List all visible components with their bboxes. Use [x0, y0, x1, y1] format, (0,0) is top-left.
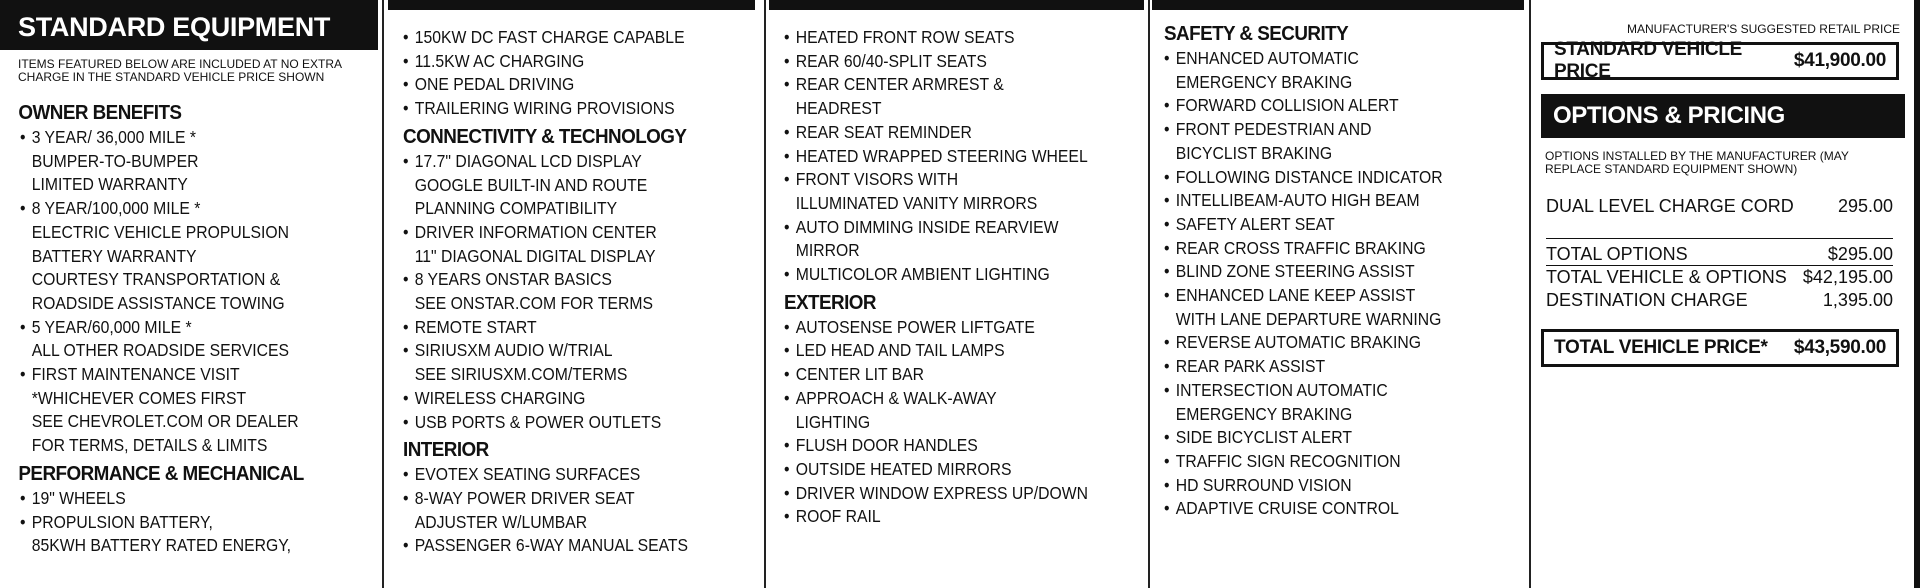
equipment-item: [1164, 213, 1488, 237]
equipment-item: [1164, 379, 1488, 426]
interior-list-continued: [784, 26, 1110, 287]
bullet-icon: •: [1164, 261, 1170, 282]
equipment-item-line: SIDE BICYCLIST ALERT: [1175, 427, 1352, 448]
bullet-icon: •: [403, 464, 409, 485]
equipment-item: [1164, 331, 1488, 355]
performance-list: [20, 487, 342, 558]
equipment-item: [403, 316, 723, 340]
equipment-item: [1164, 94, 1488, 118]
equipment-item-line: EMERGENCY BRAKING: [1175, 403, 1353, 424]
equipment-item-line: TRAILERING WIRING PROVISIONS: [414, 98, 675, 119]
standard-equipment-column: [0, 0, 378, 588]
equipment-item-line: REAR SEAT REMINDER: [795, 121, 972, 142]
bullet-icon: •: [1164, 427, 1170, 448]
bullet-icon: •: [784, 264, 790, 285]
equipment-item-line: MULTICOLOR AMBIENT LIGHTING: [795, 264, 1050, 285]
bullet-icon: •: [784, 458, 790, 479]
bullet-icon: •: [1164, 213, 1170, 234]
column-divider: [382, 0, 384, 588]
equipment-item-line: 11.5KW AC CHARGING: [414, 50, 585, 71]
equipment-item-line: REAR CENTER ARMREST &: [795, 74, 1004, 95]
standard-vehicle-price-value: $41,900.00: [1793, 50, 1886, 71]
option-row: [1546, 196, 1893, 217]
total-vehicle-price-value: $43,590.00: [1793, 337, 1886, 358]
equipment-item: [1164, 237, 1488, 261]
equipment-item: [20, 363, 342, 458]
equipment-item-line: HEADREST: [795, 98, 882, 119]
equipment-item-line: LIMITED WARRANTY: [31, 174, 188, 195]
equipment-item-line: PASSENGER 6-WAY MANUAL SEATS: [414, 535, 689, 556]
equipment-item: [784, 458, 1110, 482]
equipment-item: [403, 97, 723, 121]
equipment-item-line: 17.7" DIAGONAL LCD DISPLAY: [414, 150, 642, 171]
equipment-item: [784, 216, 1110, 263]
equipment-item-line: 19" WHEELS: [31, 487, 126, 508]
equipment-item-line: ROOF RAIL: [795, 506, 881, 527]
equipment-item-line: HEATED FRONT ROW SEATS: [795, 27, 1015, 47]
equipment-item: [784, 434, 1110, 458]
equipment-item-line: MIRROR: [795, 240, 860, 261]
bullet-icon: •: [1164, 166, 1170, 187]
equipment-item-line: ELECTRIC VEHICLE PROPULSION: [31, 221, 290, 242]
equipment-item: [1164, 118, 1488, 165]
equipment-item-line: FOLLOWING DISTANCE INDICATOR: [1175, 166, 1443, 187]
bullet-icon: •: [403, 150, 409, 171]
bullet-icon: •: [20, 364, 26, 385]
equipment-item-line: FRONT PEDESTRIAN AND: [1175, 119, 1372, 140]
bullet-icon: •: [403, 74, 409, 95]
msrp-caption: MANUFACTURER'S SUGGESTED RETAIL PRICE: [1627, 22, 1900, 36]
option-value: 295.00: [1837, 196, 1893, 216]
equipment-item-line: EVOTEX SEATING SURFACES: [414, 464, 641, 485]
equipment-item: [20, 511, 342, 558]
equipment-item-line: BUMPER-TO-BUMPER: [31, 150, 199, 171]
equipment-item-line: AUTO DIMMING INSIDE REARVIEW: [795, 216, 1059, 237]
equipment-item-line: DRIVER WINDOW EXPRESS UP/DOWN: [795, 482, 1088, 503]
equipment-item-line: 85KWH BATTERY RATED ENERGY,: [31, 535, 292, 556]
connectivity-list: [403, 150, 723, 434]
equipment-item-line: ALL OTHER ROADSIDE SERVICES: [31, 340, 290, 361]
equipment-item: [784, 339, 1110, 363]
equipment-item-line: LIGHTING: [795, 411, 871, 432]
bullet-icon: •: [403, 221, 409, 242]
equipment-item-line: 5 YEAR/60,000 MILE *: [31, 316, 192, 337]
total-vehicle-options-row: [1546, 267, 1893, 288]
equipment-item-line: BICYCLIST BRAKING: [1175, 142, 1333, 163]
owner-benefits-heading: OWNER BENEFITS: [18, 101, 182, 124]
total-vehicle-price-box: [1541, 329, 1899, 367]
equipment-item-line: SIRIUSXM AUDIO W/TRIAL: [414, 340, 613, 361]
safety-list: [1164, 47, 1488, 521]
bullet-icon: •: [1164, 450, 1170, 471]
page-edge-rule: [1914, 0, 1920, 588]
bullet-icon: •: [403, 316, 409, 337]
equipment-item-line: PROPULSION BATTERY,: [31, 511, 213, 532]
equipment-item: [784, 363, 1110, 387]
bullet-icon: •: [1164, 474, 1170, 495]
equipment-item-line: ENHANCED LANE KEEP ASSIST: [1175, 285, 1416, 306]
safety-heading: SAFETY & SECURITY: [1164, 22, 1349, 45]
bullet-icon: •: [784, 482, 790, 503]
bullet-icon: •: [403, 27, 409, 47]
equipment-item-line: FOR TERMS, DETAILS & LIMITS: [31, 435, 268, 456]
total-vehicle-price-label: TOTAL VEHICLE PRICE*: [1554, 337, 1768, 358]
equipment-item-line: *WHICHEVER COMES FIRST: [31, 387, 247, 408]
equipment-item-line: INTERSECTION AUTOMATIC: [1175, 379, 1388, 400]
equipment-item: [20, 487, 342, 511]
bullet-icon: •: [784, 387, 790, 408]
bullet-icon: •: [784, 145, 790, 166]
destination-charge-value: 1,395.00: [1822, 290, 1893, 310]
bullet-icon: •: [20, 487, 26, 508]
destination-charge-label: DESTINATION CHARGE: [1546, 290, 1748, 310]
bullet-icon: •: [20, 511, 26, 532]
bullet-icon: •: [784, 506, 790, 527]
equipment-item-line: HEATED WRAPPED STEERING WHEEL: [795, 145, 1088, 166]
equipment-item: [403, 150, 723, 221]
interior-heading: INTERIOR: [403, 438, 489, 462]
bullet-icon: •: [784, 340, 790, 361]
equipment-item: [403, 26, 723, 50]
standard-equipment-banner: STANDARD EQUIPMENT: [0, 0, 378, 50]
pricing-column: [1533, 0, 1920, 588]
equipment-item: [784, 263, 1110, 287]
bullet-icon: •: [403, 411, 409, 432]
equipment-item-line: USB PORTS & POWER OUTLETS: [414, 411, 662, 432]
equipment-item-line: ONE PEDAL DRIVING: [414, 74, 575, 95]
equipment-item: [784, 121, 1110, 145]
equipment-item-line: REAR PARK ASSIST: [1175, 356, 1326, 377]
equipment-item: [20, 197, 342, 316]
equipment-item-line: LED HEAD AND TAIL LAMPS: [795, 340, 1005, 361]
bullet-icon: •: [403, 98, 409, 119]
connectivity-heading: CONNECTIVITY & TECHNOLOGY: [403, 124, 687, 148]
equipment-column-2: [388, 0, 758, 588]
equipment-item: [1164, 166, 1488, 190]
equipment-item: [784, 26, 1110, 50]
equipment-item-line: 150KW DC FAST CHARGE CAPABLE: [414, 27, 685, 47]
bullet-icon: •: [784, 50, 790, 71]
bullet-icon: •: [1164, 498, 1170, 519]
equipment-item: [784, 73, 1110, 120]
equipment-item-line: 8 YEARS ONSTAR BASICS: [414, 269, 612, 290]
equipment-item: [784, 505, 1110, 529]
total-options-value: $295.00: [1827, 244, 1893, 264]
equipment-item-line: ENHANCED AUTOMATIC: [1175, 48, 1359, 68]
equipment-item: [784, 387, 1110, 434]
bullet-icon: •: [784, 364, 790, 385]
equipment-item-line: REMOTE START: [414, 316, 537, 337]
equipment-item: [403, 387, 723, 411]
total-options-label: TOTAL OPTIONS: [1546, 244, 1688, 264]
equipment-item: [1164, 47, 1488, 94]
total-vehicle-options-value: $42,195.00: [1802, 267, 1893, 287]
bullet-icon: •: [1164, 119, 1170, 140]
bullet-icon: •: [1164, 48, 1170, 68]
equipment-item-line: INTELLIBEAM-AUTO HIGH BEAM: [1175, 190, 1420, 211]
bullet-icon: •: [784, 121, 790, 142]
equipment-item-line: SEE ONSTAR.COM FOR TERMS: [414, 293, 654, 314]
equipment-item-line: REAR CROSS TRAFFIC BRAKING: [1175, 237, 1426, 258]
column-divider: [1529, 0, 1531, 588]
equipment-item-line: 8-WAY POWER DRIVER SEAT: [414, 487, 635, 508]
equipment-item-line: REVERSE AUTOMATIC BRAKING: [1175, 332, 1422, 353]
bullet-icon: •: [20, 198, 26, 219]
interior-list: [403, 463, 723, 558]
bullet-icon: •: [1164, 285, 1170, 306]
total-options-row: [1546, 244, 1893, 265]
equipment-column-3: [769, 0, 1146, 588]
equipment-column-4: [1152, 0, 1524, 588]
bullet-icon: •: [403, 340, 409, 361]
equipment-item-line: FIRST MAINTENANCE VISIT: [31, 364, 240, 385]
bullet-icon: •: [20, 316, 26, 337]
equipment-item-line: SEE CHEVROLET.COM OR DEALER: [31, 411, 299, 432]
standard-vehicle-price-box: [1541, 39, 1899, 82]
equipment-item-line: COURTESY TRANSPORTATION &: [31, 269, 281, 290]
performance-list-continued: [403, 26, 723, 121]
equipment-item-line: WIRELESS CHARGING: [414, 387, 586, 408]
equipment-item-line: SEE SIRIUSXM.COM/TERMS: [414, 364, 628, 385]
equipment-item: [784, 168, 1110, 215]
equipment-item-line: HD SURROUND VISION: [1175, 474, 1352, 495]
pricing-divider: [1546, 238, 1893, 239]
equipment-item-line: REAR 60/40-SPLIT SEATS: [795, 50, 987, 71]
options-pricing-banner: OPTIONS & PRICING: [1541, 94, 1905, 138]
equipment-item-line: AUTOSENSE POWER LIFTGATE: [795, 316, 1035, 337]
equipment-item-line: 8 YEAR/100,000 MILE *: [31, 198, 201, 219]
equipment-item: [1164, 474, 1488, 498]
equipment-item-line: GOOGLE BUILT-IN AND ROUTE: [414, 174, 648, 195]
bullet-icon: •: [784, 27, 790, 47]
equipment-item-line: DRIVER INFORMATION CENTER: [414, 221, 657, 242]
equipment-item: [403, 50, 723, 74]
bullet-icon: •: [403, 269, 409, 290]
equipment-item: [403, 339, 723, 386]
column-divider: [1148, 0, 1150, 588]
equipment-item: [784, 145, 1110, 169]
equipment-item-line: ADAPTIVE CRUISE CONTROL: [1175, 498, 1399, 519]
bullet-icon: •: [784, 74, 790, 95]
exterior-list: [784, 316, 1110, 529]
equipment-item: [1164, 260, 1488, 284]
bullet-icon: •: [403, 387, 409, 408]
equipment-item-line: FORWARD COLLISION ALERT: [1175, 95, 1399, 116]
equipment-item: [784, 50, 1110, 74]
equipment-item: [403, 534, 723, 558]
equipment-item: [1164, 426, 1488, 450]
equipment-item-line: OUTSIDE HEATED MIRRORS: [795, 458, 1012, 479]
destination-charge-row: [1546, 290, 1893, 311]
bullet-icon: •: [403, 535, 409, 556]
owner-benefits-list: [20, 126, 342, 458]
options-intro: OPTIONS INSTALLED BY THE MANUFACTURER (MAY REPLACE STANDARD EQUIPMENT SHOWN): [1545, 149, 1849, 176]
bullet-icon: •: [784, 169, 790, 190]
bullet-icon: •: [1164, 95, 1170, 116]
equipment-item-line: 3 YEAR/ 36,000 MILE *: [31, 127, 197, 147]
equipment-item: [784, 482, 1110, 506]
equipment-item-line: ROADSIDE ASSISTANCE TOWING: [31, 292, 285, 313]
equipment-item-line: CENTER LIT BAR: [795, 364, 925, 385]
equipment-item: [403, 73, 723, 97]
equipment-item: [1164, 450, 1488, 474]
bullet-icon: •: [403, 487, 409, 508]
bullet-icon: •: [1164, 356, 1170, 377]
equipment-item-line: TRAFFIC SIGN RECOGNITION: [1175, 450, 1401, 471]
pricing-divider: [1546, 265, 1893, 266]
equipment-item-line: EMERGENCY BRAKING: [1175, 71, 1353, 92]
equipment-item: [20, 316, 342, 363]
bullet-icon: •: [1164, 332, 1170, 353]
column-divider: [764, 0, 766, 588]
bullet-icon: •: [1164, 379, 1170, 400]
equipment-item-line: WITH LANE DEPARTURE WARNING: [1175, 308, 1442, 329]
equipment-item: [403, 463, 723, 487]
equipment-item-line: BATTERY WARRANTY: [31, 245, 197, 266]
equipment-item: [1164, 497, 1488, 521]
bullet-icon: •: [784, 435, 790, 456]
equipment-item: [403, 411, 723, 435]
equipment-item: [1164, 189, 1488, 213]
bullet-icon: •: [784, 316, 790, 337]
equipment-item-line: ILLUMINATED VANITY MIRRORS: [795, 192, 1038, 213]
equipment-item: [1164, 284, 1488, 331]
bullet-icon: •: [403, 50, 409, 71]
equipment-item-line: APPROACH & WALK-AWAY: [795, 387, 997, 408]
standard-equipment-intro: ITEMS FEATURED BELOW ARE INCLUDED AT NO EXTRA CHARGE IN THE STANDARD VEHICLE PRICE SHOWN: [18, 57, 342, 84]
bullet-icon: •: [1164, 190, 1170, 211]
exterior-heading: EXTERIOR: [784, 290, 876, 314]
equipment-item: [20, 126, 342, 197]
standard-vehicle-price-label: STANDARD VEHICLE PRICE: [1554, 39, 1743, 82]
equipment-item: [403, 221, 723, 268]
equipment-item-line: 11" DIAGONAL DIGITAL DISPLAY: [414, 245, 656, 266]
equipment-item-line: PLANNING COMPATIBILITY: [414, 198, 618, 219]
bullet-icon: •: [784, 216, 790, 237]
total-vehicle-options-label: TOTAL VEHICLE & OPTIONS: [1546, 267, 1787, 287]
equipment-item: [1164, 355, 1488, 379]
equipment-item: [403, 487, 723, 534]
performance-heading: PERFORMANCE & MECHANICAL: [18, 461, 304, 485]
option-label: DUAL LEVEL CHARGE CORD: [1546, 196, 1794, 216]
bullet-icon: •: [1164, 237, 1170, 258]
equipment-item-line: SAFETY ALERT SEAT: [1175, 213, 1335, 234]
equipment-item-line: FLUSH DOOR HANDLES: [795, 435, 978, 456]
equipment-item: [784, 316, 1110, 340]
equipment-item-line: BLIND ZONE STEERING ASSIST: [1175, 261, 1415, 282]
equipment-item: [403, 268, 723, 315]
equipment-item-line: ADJUSTER W/LUMBAR: [414, 511, 588, 532]
bullet-icon: •: [20, 127, 26, 147]
equipment-item-line: FRONT VISORS WITH: [795, 169, 959, 190]
